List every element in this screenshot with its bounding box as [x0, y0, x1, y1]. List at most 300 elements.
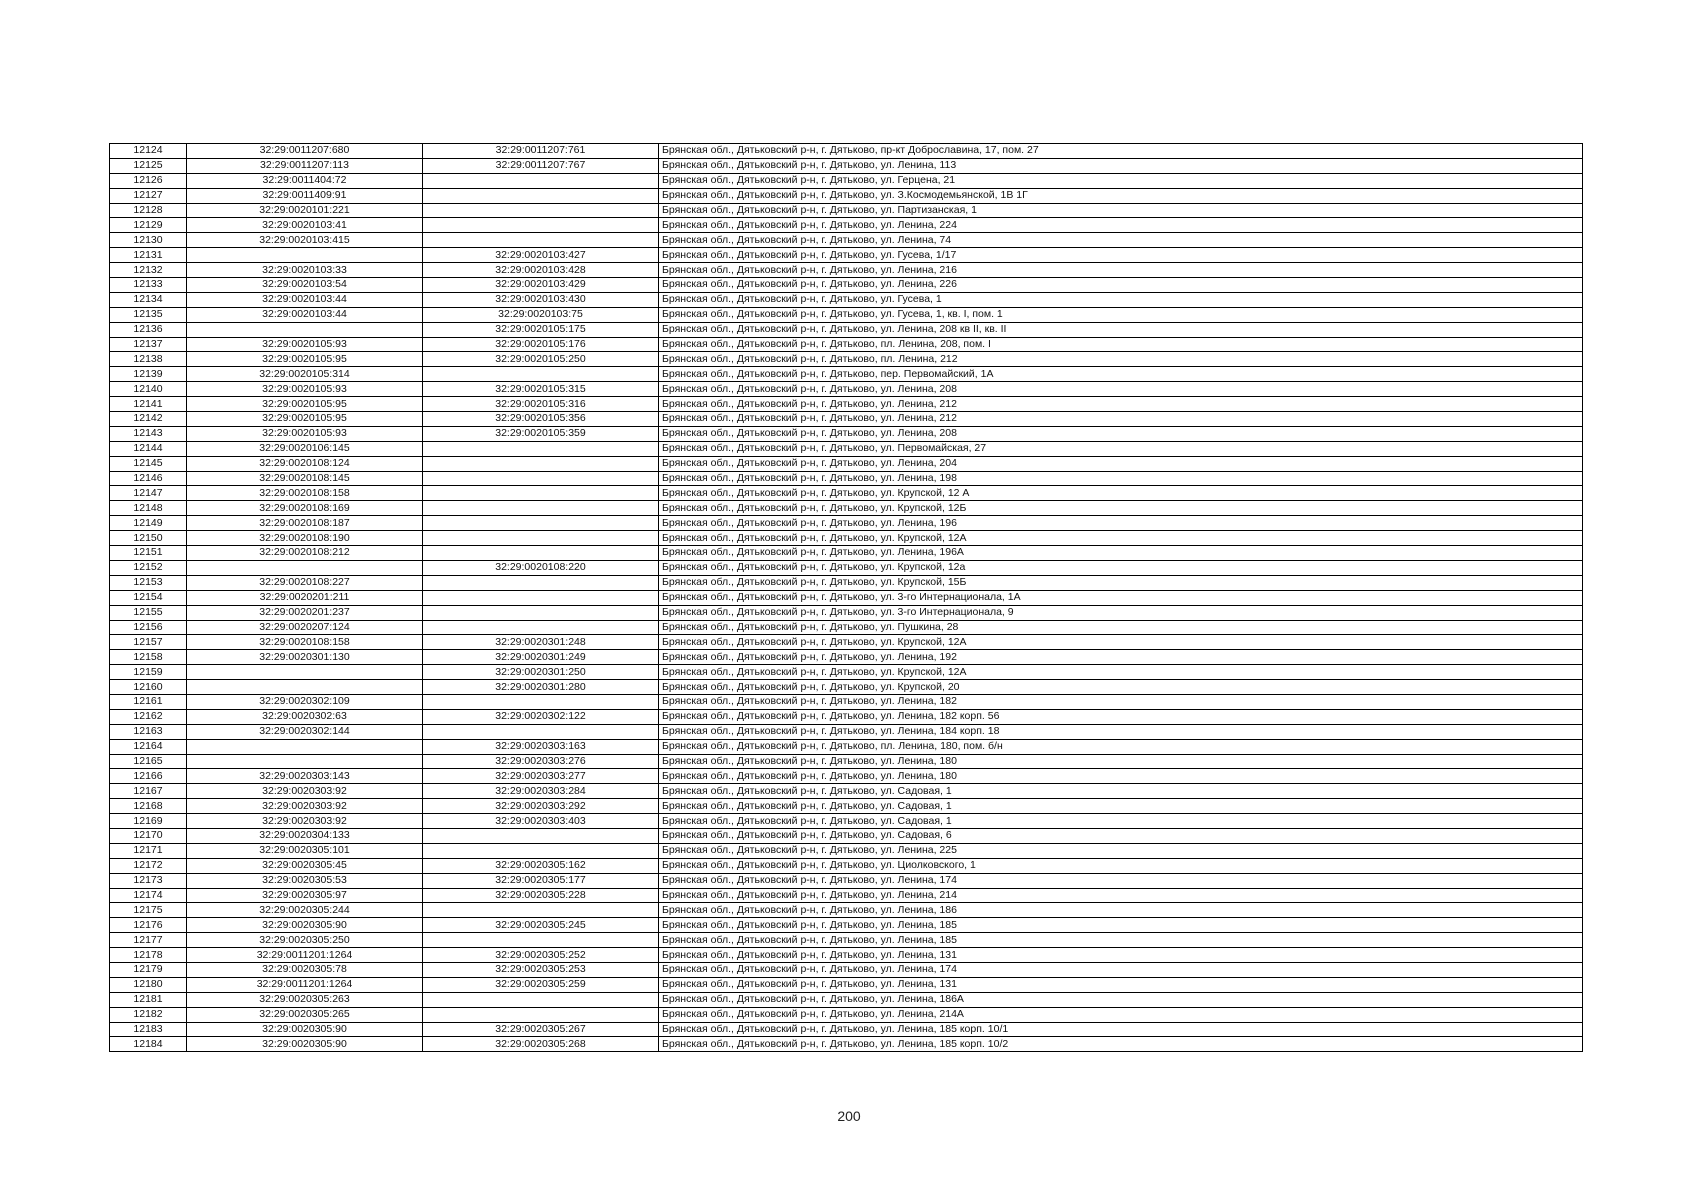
row-number-cell: 12136 [110, 322, 187, 337]
table-row [110, 977, 1583, 992]
building-number-cell: 32:29:0020105:356 [423, 412, 659, 427]
parcel-number-cell: 32:29:0020105:314 [187, 367, 423, 382]
building-number-cell: 32:29:0020301:280 [423, 680, 659, 695]
address-cell: Брянская обл., Дятьковский р-н, г. Дятьково, ул. Пушкина, 28 [659, 620, 1583, 635]
building-number-cell: 32:29:0020305:177 [423, 873, 659, 888]
address-cell: Брянская обл., Дятьковский р-н, г. Дятьково, ул. Ленина, 131 [659, 948, 1583, 963]
row-number-cell: 12148 [110, 501, 187, 516]
row-number-cell: 12155 [110, 605, 187, 620]
table-row [110, 322, 1583, 337]
row-number-cell: 12140 [110, 382, 187, 397]
row-number-cell: 12130 [110, 233, 187, 248]
table-row [110, 873, 1583, 888]
building-number-cell: 32:29:0020301:250 [423, 665, 659, 680]
building-number-cell: 32:29:0020303:284 [423, 784, 659, 799]
row-number-cell: 12158 [110, 650, 187, 665]
table-row [110, 426, 1583, 441]
parcel-number-cell: 32:29:0020305:90 [187, 918, 423, 933]
building-number-cell: 32:29:0020305:268 [423, 1037, 659, 1052]
property-register-table [109, 143, 1583, 1052]
building-number-cell [423, 203, 659, 218]
parcel-number-cell: 32:29:0020103:33 [187, 263, 423, 278]
address-cell: Брянская обл., Дятьковский р-н, г. Дятьково, ул. Крупской, 12А [659, 531, 1583, 546]
address-cell: Брянская обл., Дятьковский р-н, г. Дятьково, пл. Ленина, 180, пом. б/н [659, 739, 1583, 754]
table-row [110, 933, 1583, 948]
table-row [110, 799, 1583, 814]
table-row [110, 292, 1583, 307]
address-cell: Брянская обл., Дятьковский р-н, г. Дятьково, ул. Ленина, 208 [659, 382, 1583, 397]
address-cell: Брянская обл., Дятьковский р-н, г. Дятьково, ул. Ленина, 204 [659, 456, 1583, 471]
parcel-number-cell: 32:29:0020103:44 [187, 307, 423, 322]
address-cell: Брянская обл., Дятьковский р-н, г. Дятьково, ул. Ленина, 185 корп. 10/2 [659, 1037, 1583, 1052]
row-number-cell: 12165 [110, 754, 187, 769]
table-row [110, 516, 1583, 531]
table-row [110, 1022, 1583, 1037]
row-number-cell: 12142 [110, 412, 187, 427]
parcel-number-cell: 32:29:0020105:95 [187, 352, 423, 367]
address-cell: Брянская обл., Дятьковский р-н, г. Дятьково, ул. Ленина, 212 [659, 397, 1583, 412]
table-row [110, 263, 1583, 278]
building-number-cell [423, 486, 659, 501]
building-number-cell [423, 456, 659, 471]
row-number-cell: 12167 [110, 784, 187, 799]
address-cell: Брянская обл., Дятьковский р-н, г. Дятьково, ул. Ленина, 186 [659, 903, 1583, 918]
row-number-cell: 12144 [110, 441, 187, 456]
building-number-cell [423, 531, 659, 546]
table-row [110, 471, 1583, 486]
building-number-cell: 32:29:0020303:276 [423, 754, 659, 769]
row-number-cell: 12141 [110, 397, 187, 412]
table-row [110, 680, 1583, 695]
table-row [110, 382, 1583, 397]
parcel-number-cell: 32:29:0011201:1264 [187, 977, 423, 992]
table-row [110, 367, 1583, 382]
address-cell: Брянская обл., Дятьковский р-н, г. Дятьково, ул. Ленина, 174 [659, 873, 1583, 888]
parcel-number-cell [187, 680, 423, 695]
table-row [110, 635, 1583, 650]
parcel-number-cell: 32:29:0020108:212 [187, 546, 423, 561]
table-row [110, 248, 1583, 263]
table-row [110, 918, 1583, 933]
address-cell: Брянская обл., Дятьковский р-н, г. Дятьково, ул. Ленина, 214 [659, 888, 1583, 903]
address-cell: Брянская обл., Дятьковский р-н, г. Дятьково, пл. Ленина, 208, пом. I [659, 337, 1583, 352]
parcel-number-cell: 32:29:0020105:93 [187, 337, 423, 352]
table-row [110, 486, 1583, 501]
row-number-cell: 12170 [110, 828, 187, 843]
building-number-cell: 32:29:0011207:761 [423, 144, 659, 159]
building-number-cell: 32:29:0020301:249 [423, 650, 659, 665]
parcel-number-cell: 32:29:0011207:113 [187, 158, 423, 173]
address-cell: Брянская обл., Дятьковский р-н, г. Дятьково, пл. Ленина, 212 [659, 352, 1583, 367]
address-cell: Брянская обл., Дятьковский р-н, г. Дятьково, ул. Ленина, 216 [659, 263, 1583, 278]
address-cell: Брянская обл., Дятьковский р-н, г. Дятьково, ул. Ленина, 185 [659, 933, 1583, 948]
row-number-cell: 12153 [110, 575, 187, 590]
parcel-number-cell: 32:29:0020103:41 [187, 218, 423, 233]
row-number-cell: 12182 [110, 1007, 187, 1022]
parcel-number-cell: 32:29:0020305:90 [187, 1037, 423, 1052]
row-number-cell: 12183 [110, 1022, 187, 1037]
row-number-cell: 12180 [110, 977, 187, 992]
table-row [110, 456, 1583, 471]
parcel-number-cell: 32:29:0020302:144 [187, 724, 423, 739]
building-number-cell: 32:29:0011207:767 [423, 158, 659, 173]
address-cell: Брянская обл., Дятьковский р-н, г. Дятьково, ул. Садовая, 6 [659, 828, 1583, 843]
building-number-cell: 32:29:0020305:267 [423, 1022, 659, 1037]
table-row [110, 888, 1583, 903]
parcel-number-cell: 32:29:0020305:53 [187, 873, 423, 888]
parcel-number-cell: 32:29:0020108:158 [187, 486, 423, 501]
parcel-number-cell: 32:29:0020108:124 [187, 456, 423, 471]
parcel-number-cell: 32:29:0020105:95 [187, 397, 423, 412]
row-number-cell: 12134 [110, 292, 187, 307]
parcel-number-cell: 32:29:0020305:90 [187, 1022, 423, 1037]
address-cell: Брянская обл., Дятьковский р-н, г. Дятьково, ул. Гусева, 1/17 [659, 248, 1583, 263]
table-row [110, 650, 1583, 665]
table-row [110, 962, 1583, 977]
building-number-cell: 32:29:0020305:252 [423, 948, 659, 963]
building-number-cell [423, 218, 659, 233]
address-cell: Брянская обл., Дятьковский р-н, г. Дятьково, ул. Ленина, 113 [659, 158, 1583, 173]
row-number-cell: 12127 [110, 188, 187, 203]
row-number-cell: 12181 [110, 992, 187, 1007]
parcel-number-cell: 32:29:0020302:109 [187, 694, 423, 709]
address-cell: Брянская обл., Дятьковский р-н, г. Дятьково, ул. Первомайская, 27 [659, 441, 1583, 456]
address-cell: Брянская обл., Дятьковский р-н, г. Дятьково, ул. Ленина, 196А [659, 546, 1583, 561]
row-number-cell: 12150 [110, 531, 187, 546]
table-row [110, 694, 1583, 709]
building-number-cell [423, 992, 659, 1007]
parcel-number-cell: 32:29:0020103:44 [187, 292, 423, 307]
parcel-number-cell: 32:29:0020305:244 [187, 903, 423, 918]
building-number-cell: 32:29:0020305:162 [423, 858, 659, 873]
table-row [110, 233, 1583, 248]
parcel-number-cell: 32:29:0020305:265 [187, 1007, 423, 1022]
row-number-cell: 12147 [110, 486, 187, 501]
table-row [110, 620, 1583, 635]
parcel-number-cell: 32:29:0020303:92 [187, 784, 423, 799]
address-cell: Брянская обл., Дятьковский р-н, г. Дятьково, ул. Ленина, 225 [659, 843, 1583, 858]
row-number-cell: 12173 [110, 873, 187, 888]
building-number-cell: 32:29:0020105:316 [423, 397, 659, 412]
row-number-cell: 12131 [110, 248, 187, 263]
parcel-number-cell: 32:29:0020305:101 [187, 843, 423, 858]
parcel-number-cell [187, 560, 423, 575]
row-number-cell: 12128 [110, 203, 187, 218]
row-number-cell: 12132 [110, 263, 187, 278]
table-row [110, 188, 1583, 203]
building-number-cell [423, 843, 659, 858]
address-cell: Брянская обл., Дятьковский р-н, г. Дятьково, ул. Садовая, 1 [659, 784, 1583, 799]
parcel-number-cell: 32:29:0020305:45 [187, 858, 423, 873]
table-row [110, 814, 1583, 829]
address-cell: Брянская обл., Дятьковский р-н, г. Дятьково, ул. Крупской, 12А [659, 635, 1583, 650]
parcel-number-cell: 32:29:0011409:91 [187, 188, 423, 203]
address-cell: Брянская обл., Дятьковский р-н, г. Дятьково, пр-кт Доброславина, 17, пом. 27 [659, 144, 1583, 159]
table-row [110, 158, 1583, 173]
building-number-cell: 32:29:0020103:429 [423, 278, 659, 293]
parcel-number-cell: 32:29:0020304:133 [187, 828, 423, 843]
row-number-cell: 12135 [110, 307, 187, 322]
parcel-number-cell: 32:29:0020108:187 [187, 516, 423, 531]
address-cell: Брянская обл., Дятьковский р-н, г. Дятьково, ул. Ленина, 74 [659, 233, 1583, 248]
building-number-cell: 32:29:0020302:122 [423, 709, 659, 724]
parcel-number-cell: 32:29:0020108:158 [187, 635, 423, 650]
row-number-cell: 12133 [110, 278, 187, 293]
table-row [110, 441, 1583, 456]
address-cell: Брянская обл., Дятьковский р-н, г. Дятьково, ул. Ленина, 224 [659, 218, 1583, 233]
table-row [110, 754, 1583, 769]
address-cell: Брянская обл., Дятьковский р-н, г. Дятьково, ул. Ленина, 180 [659, 769, 1583, 784]
row-number-cell: 12171 [110, 843, 187, 858]
table-row [110, 531, 1583, 546]
table-row [110, 352, 1583, 367]
table-row [110, 218, 1583, 233]
row-number-cell: 12164 [110, 739, 187, 754]
building-number-cell [423, 605, 659, 620]
address-cell: Брянская обл., Дятьковский р-н, г. Дятьково, ул. Крупской, 20 [659, 680, 1583, 695]
address-cell: Брянская обл., Дятьковский р-н, г. Дятьково, ул. Крупской, 12а [659, 560, 1583, 575]
row-number-cell: 12124 [110, 144, 187, 159]
building-number-cell: 32:29:0020303:403 [423, 814, 659, 829]
row-number-cell: 12179 [110, 962, 187, 977]
row-number-cell: 12174 [110, 888, 187, 903]
building-number-cell [423, 441, 659, 456]
building-number-cell [423, 501, 659, 516]
table-row [110, 992, 1583, 1007]
table-row [110, 501, 1583, 516]
table-row [110, 590, 1583, 605]
address-cell: Брянская обл., Дятьковский р-н, г. Дятьково, ул. Циолковского, 1 [659, 858, 1583, 873]
row-number-cell: 12126 [110, 173, 187, 188]
address-cell: Брянская обл., Дятьковский р-н, г. Дятьково, ул. Ленина, 174 [659, 962, 1583, 977]
building-number-cell [423, 620, 659, 635]
table-row [110, 665, 1583, 680]
row-number-cell: 12172 [110, 858, 187, 873]
address-cell: Брянская обл., Дятьковский р-н, г. Дятьково, ул. Ленина, 185 [659, 918, 1583, 933]
row-number-cell: 12139 [110, 367, 187, 382]
table-row [110, 397, 1583, 412]
address-cell: Брянская обл., Дятьковский р-н, г. Дятьково, ул. Ленина, 214А [659, 1007, 1583, 1022]
table-row [110, 412, 1583, 427]
building-number-cell: 32:29:0020105:315 [423, 382, 659, 397]
table-row [110, 769, 1583, 784]
address-cell: Брянская обл., Дятьковский р-н, г. Дятьково, ул. Ленина, 185 корп. 10/1 [659, 1022, 1583, 1037]
address-cell: Брянская обл., Дятьковский р-н, г. Дятьково, ул. Ленина, 208 кв II, кв. II [659, 322, 1583, 337]
building-number-cell [423, 694, 659, 709]
row-number-cell: 12146 [110, 471, 187, 486]
parcel-number-cell [187, 754, 423, 769]
row-number-cell: 12143 [110, 426, 187, 441]
building-number-cell: 32:29:0020305:253 [423, 962, 659, 977]
row-number-cell: 12162 [110, 709, 187, 724]
address-cell: Брянская обл., Дятьковский р-н, г. Дятьково, ул. Ленина, 196 [659, 516, 1583, 531]
table-row [110, 843, 1583, 858]
building-number-cell [423, 575, 659, 590]
parcel-number-cell: 32:29:0020103:415 [187, 233, 423, 248]
address-cell: Брянская обл., Дятьковский р-н, г. Дятьково, пер. Первомайский, 1А [659, 367, 1583, 382]
building-number-cell: 32:29:0020108:220 [423, 560, 659, 575]
address-cell: Брянская обл., Дятьковский р-н, г. Дятьково, ул. 3-го Интернационала, 1А [659, 590, 1583, 605]
address-cell: Брянская обл., Дятьковский р-н, г. Дятьково, ул. Ленина, 212 [659, 412, 1583, 427]
table-row [110, 278, 1583, 293]
parcel-number-cell: 32:29:0020108:145 [187, 471, 423, 486]
address-cell: Брянская обл., Дятьковский р-н, г. Дятьково, ул. Ленина, 182 корп. 56 [659, 709, 1583, 724]
row-number-cell: 12161 [110, 694, 187, 709]
building-number-cell: 32:29:0020103:75 [423, 307, 659, 322]
parcel-number-cell: 32:29:0020108:227 [187, 575, 423, 590]
address-cell: Брянская обл., Дятьковский р-н, г. Дятьково, ул. Ленина, 192 [659, 650, 1583, 665]
table-row [110, 828, 1583, 843]
building-number-cell [423, 546, 659, 561]
row-number-cell: 12138 [110, 352, 187, 367]
address-cell: Брянская обл., Дятьковский р-н, г. Дятьково, ул. Садовая, 1 [659, 814, 1583, 829]
parcel-number-cell: 32:29:0020305:97 [187, 888, 423, 903]
row-number-cell: 12154 [110, 590, 187, 605]
row-number-cell: 12149 [110, 516, 187, 531]
table-row [110, 784, 1583, 799]
table-row [110, 709, 1583, 724]
address-cell: Брянская обл., Дятьковский р-н, г. Дятьково, ул. Ленина, 184 корп. 18 [659, 724, 1583, 739]
parcel-number-cell: 32:29:0020207:124 [187, 620, 423, 635]
row-number-cell: 12177 [110, 933, 187, 948]
address-cell: Брянская обл., Дятьковский р-н, г. Дятьково, ул. Крупской, 12А [659, 665, 1583, 680]
address-cell: Брянская обл., Дятьковский р-н, г. Дятьково, ул. З.Космодемьянской, 1В 1Г [659, 188, 1583, 203]
address-cell: Брянская обл., Дятьковский р-н, г. Дятьково, ул. Гусева, 1, кв. I, пом. 1 [659, 307, 1583, 322]
parcel-number-cell: 32:29:0020305:263 [187, 992, 423, 1007]
row-number-cell: 12137 [110, 337, 187, 352]
row-number-cell: 12151 [110, 546, 187, 561]
table-row [110, 724, 1583, 739]
row-number-cell: 12168 [110, 799, 187, 814]
table-row [110, 858, 1583, 873]
row-number-cell: 12175 [110, 903, 187, 918]
address-cell: Брянская обл., Дятьковский р-н, г. Дятьково, ул. Ленина, 131 [659, 977, 1583, 992]
row-number-cell: 12166 [110, 769, 187, 784]
table-row [110, 173, 1583, 188]
address-cell: Брянская обл., Дятьковский р-н, г. Дятьково, ул. Ленина, 198 [659, 471, 1583, 486]
address-cell: Брянская обл., Дятьковский р-н, г. Дятьково, ул. Ленина, 182 [659, 694, 1583, 709]
address-cell: Брянская обл., Дятьковский р-н, г. Дятьково, ул. Крупской, 12Б [659, 501, 1583, 516]
address-cell: Брянская обл., Дятьковский р-н, г. Дятьково, ул. Садовая, 1 [659, 799, 1583, 814]
address-cell: Брянская обл., Дятьковский р-н, г. Дятьково, ул. Ленина, 226 [659, 278, 1583, 293]
parcel-number-cell: 32:29:0020303:92 [187, 799, 423, 814]
row-number-cell: 12176 [110, 918, 187, 933]
table-row [110, 1037, 1583, 1052]
parcel-number-cell [187, 665, 423, 680]
table-row [110, 144, 1583, 159]
parcel-number-cell: 32:29:0020303:92 [187, 814, 423, 829]
table-row [110, 203, 1583, 218]
table-row [110, 560, 1583, 575]
building-number-cell: 32:29:0020303:163 [423, 739, 659, 754]
parcel-number-cell: 32:29:0020105:95 [187, 412, 423, 427]
parcel-number-cell: 32:29:0020105:93 [187, 426, 423, 441]
building-number-cell: 32:29:0020105:175 [423, 322, 659, 337]
table-body [110, 144, 1583, 1052]
parcel-number-cell: 32:29:0020101:221 [187, 203, 423, 218]
parcel-number-cell: 32:29:0020303:143 [187, 769, 423, 784]
address-cell: Брянская обл., Дятьковский р-н, г. Дятьково, ул. Крупской, 15Б [659, 575, 1583, 590]
parcel-number-cell: 32:29:0020305:250 [187, 933, 423, 948]
building-number-cell: 32:29:0020103:427 [423, 248, 659, 263]
row-number-cell: 12184 [110, 1037, 187, 1052]
parcel-number-cell: 32:29:0020201:237 [187, 605, 423, 620]
parcel-number-cell: 32:29:0011404:72 [187, 173, 423, 188]
row-number-cell: 12159 [110, 665, 187, 680]
parcel-number-cell [187, 322, 423, 337]
building-number-cell: 32:29:0020305:259 [423, 977, 659, 992]
row-number-cell: 12163 [110, 724, 187, 739]
building-number-cell [423, 471, 659, 486]
row-number-cell: 12160 [110, 680, 187, 695]
address-cell: Брянская обл., Дятьковский р-н, г. Дятьково, ул. Ленина, 208 [659, 426, 1583, 441]
building-number-cell [423, 590, 659, 605]
table-row [110, 605, 1583, 620]
building-number-cell [423, 903, 659, 918]
parcel-number-cell: 32:29:0020201:211 [187, 590, 423, 605]
building-number-cell: 32:29:0020303:292 [423, 799, 659, 814]
row-number-cell: 12145 [110, 456, 187, 471]
building-number-cell [423, 233, 659, 248]
address-cell: Брянская обл., Дятьковский р-н, г. Дятьково, ул. Ленина, 180 [659, 754, 1583, 769]
building-number-cell: 32:29:0020105:359 [423, 426, 659, 441]
parcel-number-cell: 32:29:0020305:78 [187, 962, 423, 977]
table-row [110, 1007, 1583, 1022]
row-number-cell: 12125 [110, 158, 187, 173]
address-cell: Брянская обл., Дятьковский р-н, г. Дятьково, ул. Герцена, 21 [659, 173, 1583, 188]
building-number-cell [423, 367, 659, 382]
building-number-cell [423, 173, 659, 188]
building-number-cell: 32:29:0020305:228 [423, 888, 659, 903]
parcel-number-cell [187, 739, 423, 754]
address-cell: Брянская обл., Дятьковский р-н, г. Дятьково, ул. Партизанская, 1 [659, 203, 1583, 218]
building-number-cell: 32:29:0020103:428 [423, 263, 659, 278]
row-number-cell: 12157 [110, 635, 187, 650]
parcel-number-cell: 32:29:0020302:63 [187, 709, 423, 724]
parcel-number-cell: 32:29:0020106:145 [187, 441, 423, 456]
parcel-number-cell: 32:29:0020301:130 [187, 650, 423, 665]
address-cell: Брянская обл., Дятьковский р-н, г. Дятьково, ул. 3-го Интернационала, 9 [659, 605, 1583, 620]
address-cell: Брянская обл., Дятьковский р-н, г. Дятьково, ул. Крупской, 12 А [659, 486, 1583, 501]
table-row [110, 903, 1583, 918]
parcel-number-cell: 32:29:0020103:54 [187, 278, 423, 293]
building-number-cell [423, 724, 659, 739]
row-number-cell: 12178 [110, 948, 187, 963]
building-number-cell [423, 188, 659, 203]
address-cell: Брянская обл., Дятьковский р-н, г. Дятьково, ул. Гусева, 1 [659, 292, 1583, 307]
table-row [110, 546, 1583, 561]
building-number-cell: 32:29:0020303:277 [423, 769, 659, 784]
building-number-cell [423, 828, 659, 843]
row-number-cell: 12129 [110, 218, 187, 233]
building-number-cell [423, 516, 659, 531]
parcel-number-cell: 32:29:0020108:169 [187, 501, 423, 516]
parcel-number-cell: 32:29:0020108:190 [187, 531, 423, 546]
row-number-cell: 12169 [110, 814, 187, 829]
row-number-cell: 12156 [110, 620, 187, 635]
building-number-cell: 32:29:0020105:250 [423, 352, 659, 367]
parcel-number-cell: 32:29:0011207:680 [187, 144, 423, 159]
building-number-cell [423, 933, 659, 948]
address-cell: Брянская обл., Дятьковский р-н, г. Дятьково, ул. Ленина, 186А [659, 992, 1583, 1007]
building-number-cell: 32:29:0020305:245 [423, 918, 659, 933]
parcel-number-cell: 32:29:0011201:1264 [187, 948, 423, 963]
parcel-number-cell: 32:29:0020105:93 [187, 382, 423, 397]
table-row [110, 337, 1583, 352]
table-row [110, 575, 1583, 590]
building-number-cell: 32:29:0020301:248 [423, 635, 659, 650]
page-number: 200 [837, 1108, 861, 1124]
